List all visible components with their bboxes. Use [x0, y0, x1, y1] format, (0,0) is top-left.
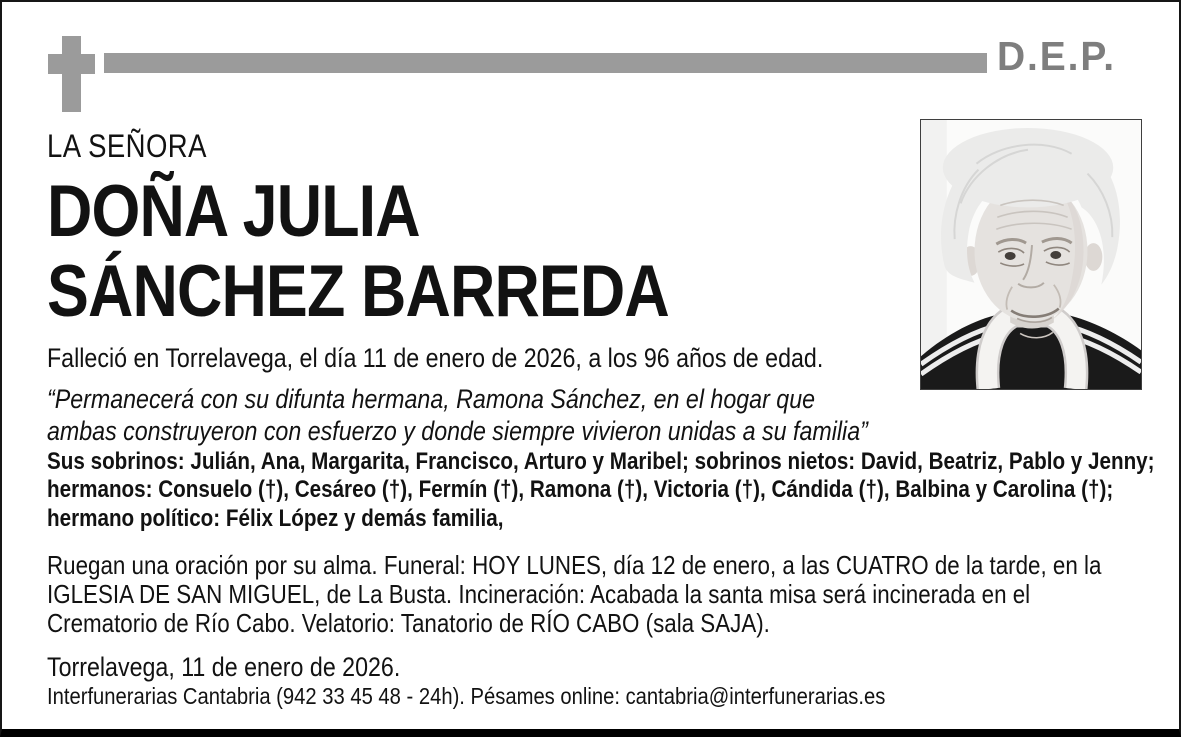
honorific: LA SEÑORA [47, 128, 207, 164]
funeral-home-contact: Interfunerarias Cantabria (942 33 45 48 - 24h). Pésames online: cantabria@interfunerarias.es [47, 683, 886, 709]
dateline: Torrelavega, 11 de enero de 2026. [47, 652, 401, 682]
cross-icon [48, 36, 95, 112]
deceased-name-line1: DOÑA JULIA [47, 171, 420, 252]
dep-label: D.E.P. [997, 33, 1116, 79]
deceased-name [47, 172, 1137, 332]
service-details: Ruegan una oración por su alma. Funeral: HOY LUNES, día 12 de enero, a las CUATRO de la tarde, en la IGLESIA DE SAN MIGUEL, de La Busta. Incineración: Acabada la santa misa será incinerada en el Crematorio de Río Cabo. Velatorio: Tanatorio de RÍO CABO (sala SAJA). [47, 550, 1102, 638]
family-list: Sus sobrinos: Julián, Ana, Margarita, Francisco, Arturo y Maribel; sobrinos nietos: David, Beatriz, Pablo y Jenny; hermanos: Consuelo (†), Cesáreo (†), Fermín (†), Ramona (†), Victoria (†), Cándida (†), Balbina y Carolina (†); hermano político: Félix López y demás familia, [47, 448, 1155, 532]
death-notice-line: Falleció en Torrelavega, el día 11 de enero de 2026, a los 96 años de edad. [47, 343, 824, 373]
deceased-name-line2: SÁNCHEZ BARREDA [47, 251, 669, 332]
header-rule [104, 53, 987, 73]
memorial-quote: “Permanecerá con su difunta hermana, Ramona Sánchez, en el hogar que ambas construyeron con esfuerzo y donde siempre vivieron unidas a su familia” [47, 384, 868, 446]
